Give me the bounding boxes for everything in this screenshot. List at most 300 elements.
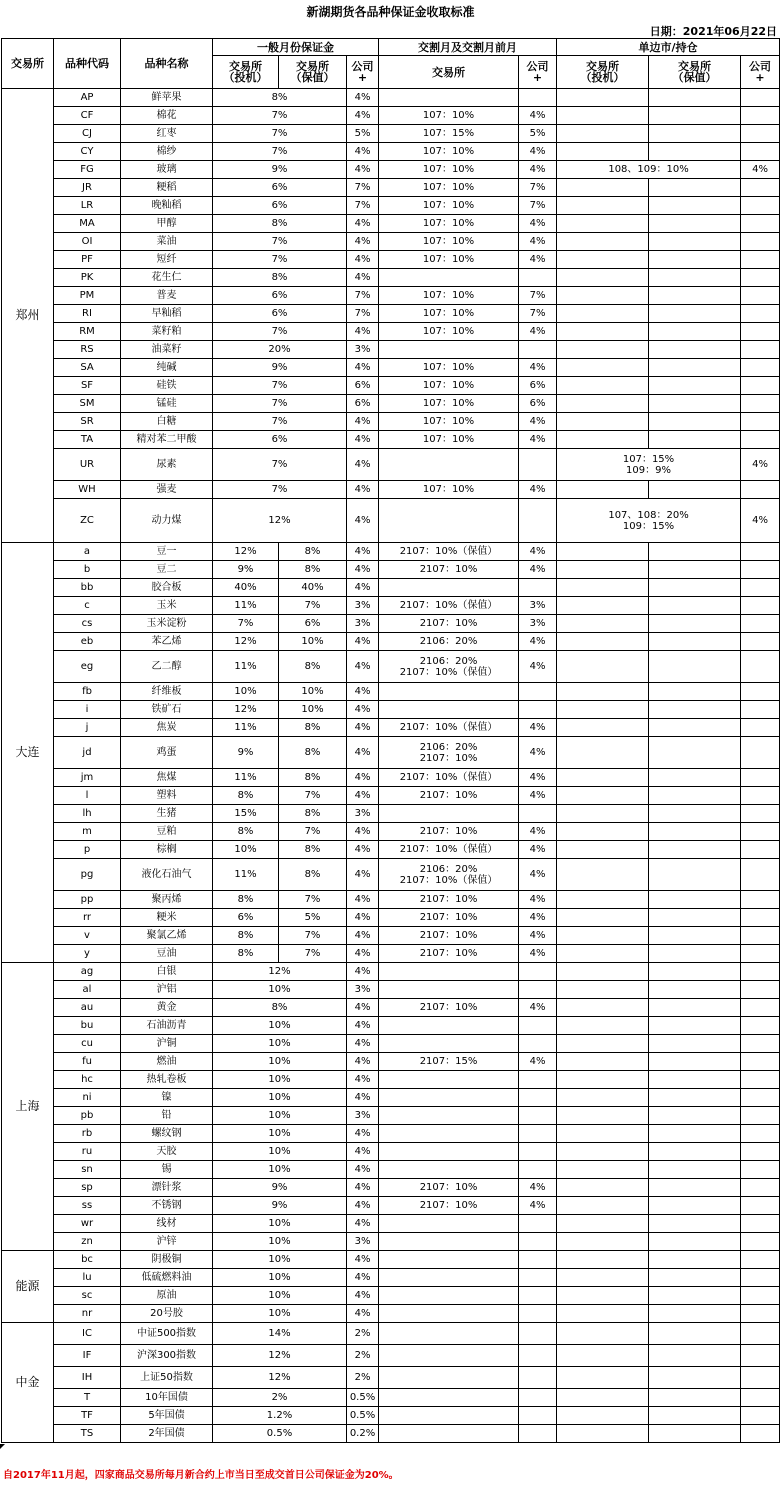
name-cell: 10年国债 — [121, 1389, 213, 1407]
sheet-corner-mark — [0, 1444, 5, 1449]
unilateral-company-cell — [741, 1143, 780, 1161]
general-exch-cell: 6% — [213, 431, 347, 449]
code-cell: lu — [54, 1269, 121, 1287]
unilateral-exch-spec-cell — [557, 1345, 649, 1367]
unilateral-company-cell — [741, 633, 780, 651]
general-exch-hedge-cell: 7% — [279, 927, 347, 945]
general-company-cell: 4% — [347, 1053, 379, 1071]
delivery-company-cell: 4% — [519, 891, 557, 909]
delivery-exch-cell: 2107：10%（保值） — [379, 769, 519, 787]
delivery-exch-cell — [379, 683, 519, 701]
table-row — [2, 927, 780, 945]
name-cell: 花生仁 — [121, 269, 213, 287]
delivery-exch-cell — [379, 963, 519, 981]
unilateral-exch-hedge-cell — [649, 179, 741, 197]
unilateral-exch-spec-cell — [557, 651, 649, 683]
unilateral-company-cell — [741, 251, 780, 269]
unilateral-exch-hedge-cell — [649, 769, 741, 787]
general-exch-cell: 9% — [213, 1179, 347, 1197]
delivery-company-cell: 4% — [519, 143, 557, 161]
general-company-cell: 7% — [347, 305, 379, 323]
general-company-cell: 4% — [347, 909, 379, 927]
delivery-exch-cell — [379, 1323, 519, 1345]
delivery-exch-cell — [379, 1305, 519, 1323]
unilateral-exch-hedge-cell — [649, 1053, 741, 1071]
delivery-exch-cell: 107：10% — [379, 359, 519, 377]
unilateral-exch-hedge-cell — [649, 859, 741, 891]
table-row — [2, 287, 780, 305]
general-exch-hedge-cell: 8% — [279, 561, 347, 579]
code-cell: jm — [54, 769, 121, 787]
code-cell: TS — [54, 1425, 121, 1443]
delivery-company-cell: 6% — [519, 395, 557, 413]
delivery-company-cell — [519, 1367, 557, 1389]
unilateral-exch-spec-cell — [557, 287, 649, 305]
table-row — [2, 1017, 780, 1035]
general-exch-spec-cell: 7% — [213, 615, 279, 633]
code-cell: TA — [54, 431, 121, 449]
delivery-company-cell — [519, 1107, 557, 1125]
unilateral-company-cell — [741, 1197, 780, 1215]
unilateral-exch-cell: 108、109：10% — [557, 161, 741, 179]
table-row — [2, 1161, 780, 1179]
general-exch-cell: 8% — [213, 215, 347, 233]
table-row — [2, 859, 780, 891]
delivery-exch-cell: 2106：20% 2107：10% — [379, 737, 519, 769]
delivery-company-cell: 4% — [519, 1053, 557, 1071]
unilateral-exch-hedge-cell — [649, 841, 741, 859]
general-company-cell: 4% — [347, 859, 379, 891]
delivery-company-cell: 4% — [519, 107, 557, 125]
general-exch-cell: 7% — [213, 323, 347, 341]
unilateral-company-cell — [741, 823, 780, 841]
table-row — [2, 233, 780, 251]
name-cell: 苯乙烯 — [121, 633, 213, 651]
unilateral-exch-spec-cell — [557, 341, 649, 359]
general-company-cell: 4% — [347, 633, 379, 651]
general-exch-cell: 1.2% — [213, 1407, 347, 1425]
delivery-company-cell: 4% — [519, 769, 557, 787]
delivery-company-cell: 4% — [519, 431, 557, 449]
table-row — [2, 719, 780, 737]
table-row — [2, 769, 780, 787]
general-exch-spec-cell: 8% — [213, 927, 279, 945]
general-company-cell: 6% — [347, 395, 379, 413]
name-cell: 阴极铜 — [121, 1251, 213, 1269]
name-cell: 聚丙烯 — [121, 891, 213, 909]
unilateral-exch-hedge-cell — [649, 1161, 741, 1179]
delivery-exch-cell: 107：10% — [379, 197, 519, 215]
unilateral-exch-hedge-cell — [649, 107, 741, 125]
general-exch-cell: 7% — [213, 107, 347, 125]
unilateral-exch-spec-cell — [557, 197, 649, 215]
general-company-cell: 4% — [347, 543, 379, 561]
unilateral-exch-hedge-cell — [649, 1179, 741, 1197]
unilateral-exch-spec-cell — [557, 927, 649, 945]
general-exch-cell: 10% — [213, 1269, 347, 1287]
general-company-cell: 4% — [347, 269, 379, 287]
unilateral-company-cell — [741, 1407, 780, 1425]
delivery-exch-cell — [379, 1017, 519, 1035]
general-exch-spec-cell: 6% — [213, 909, 279, 927]
table-row — [2, 701, 780, 719]
unilateral-exch-cell: 107、108：20% 109：15% — [557, 499, 741, 543]
unilateral-company-cell — [741, 107, 780, 125]
delivery-exch-cell: 2107：10% — [379, 1179, 519, 1197]
unilateral-exch-spec-cell — [557, 981, 649, 999]
unilateral-exch-hedge-cell — [649, 787, 741, 805]
header-code: 品种代码 — [54, 39, 121, 89]
unilateral-company-cell — [741, 805, 780, 823]
unilateral-company-cell — [741, 305, 780, 323]
code-cell: LR — [54, 197, 121, 215]
unilateral-exch-hedge-cell — [649, 323, 741, 341]
general-company-cell: 4% — [347, 449, 379, 481]
name-cell: 早籼稻 — [121, 305, 213, 323]
code-cell: l — [54, 787, 121, 805]
table-row — [2, 431, 780, 449]
code-cell: v — [54, 927, 121, 945]
general-exch-hedge-cell: 7% — [279, 823, 347, 841]
table-row — [2, 561, 780, 579]
unilateral-company-cell — [741, 1269, 780, 1287]
general-exch-hedge-cell: 8% — [279, 543, 347, 561]
general-company-cell: 4% — [347, 891, 379, 909]
code-cell: SF — [54, 377, 121, 395]
name-cell: 沪铜 — [121, 1035, 213, 1053]
delivery-company-cell: 3% — [519, 615, 557, 633]
delivery-exch-cell: 107：15% — [379, 125, 519, 143]
name-cell: 热轧卷板 — [121, 1071, 213, 1089]
delivery-company-cell: 4% — [519, 999, 557, 1017]
unilateral-company-cell — [741, 323, 780, 341]
name-cell: 粳米 — [121, 909, 213, 927]
unilateral-company-cell — [741, 651, 780, 683]
general-company-cell: 4% — [347, 107, 379, 125]
unilateral-exch-hedge-cell — [649, 481, 741, 499]
delivery-exch-cell — [379, 1407, 519, 1425]
table-row — [2, 341, 780, 359]
code-cell: wr — [54, 1215, 121, 1233]
delivery-company-cell: 4% — [519, 323, 557, 341]
table-row — [2, 481, 780, 499]
delivery-company-cell — [519, 683, 557, 701]
general-exch-spec-cell: 10% — [213, 683, 279, 701]
header-general-exch-hedge: 交易所 （保值） — [279, 56, 347, 89]
table-row — [2, 1143, 780, 1161]
unilateral-exch-hedge-cell — [649, 125, 741, 143]
unilateral-exch-hedge-cell — [649, 981, 741, 999]
delivery-exch-cell: 2107：10% — [379, 927, 519, 945]
unilateral-company-cell — [741, 1233, 780, 1251]
delivery-company-cell: 4% — [519, 561, 557, 579]
code-cell: sn — [54, 1161, 121, 1179]
header-general-exch-spec: 交易所 （投机） — [213, 56, 279, 89]
delivery-exch-cell: 107：10% — [379, 107, 519, 125]
unilateral-exch-hedge-cell — [649, 737, 741, 769]
table-row — [2, 1323, 780, 1345]
general-company-cell: 4% — [347, 1143, 379, 1161]
table-row — [2, 543, 780, 561]
general-exch-cell: 6% — [213, 305, 347, 323]
table-row — [2, 1053, 780, 1071]
code-cell: IC — [54, 1323, 121, 1345]
table-row — [2, 161, 780, 179]
delivery-exch-cell — [379, 1143, 519, 1161]
delivery-company-cell — [519, 1089, 557, 1107]
code-cell: fb — [54, 683, 121, 701]
table-row — [2, 449, 780, 481]
general-company-cell: 4% — [347, 1269, 379, 1287]
code-cell: RS — [54, 341, 121, 359]
delivery-exch-cell: 107：10% — [379, 233, 519, 251]
general-company-cell: 4% — [347, 233, 379, 251]
delivery-company-cell: 7% — [519, 179, 557, 197]
general-exch-hedge-cell: 8% — [279, 769, 347, 787]
general-exch-hedge-cell: 8% — [279, 805, 347, 823]
unilateral-company-cell — [741, 981, 780, 999]
general-company-cell: 4% — [347, 823, 379, 841]
general-company-cell: 4% — [347, 999, 379, 1017]
delivery-exch-cell: 107：10% — [379, 287, 519, 305]
unilateral-company-cell — [741, 1345, 780, 1367]
table-row — [2, 125, 780, 143]
delivery-company-cell: 4% — [519, 927, 557, 945]
general-company-cell: 4% — [347, 841, 379, 859]
general-company-cell: 4% — [347, 1179, 379, 1197]
table-row — [2, 787, 780, 805]
delivery-company-cell: 3% — [519, 597, 557, 615]
general-exch-cell: 14% — [213, 1323, 347, 1345]
code-cell: fu — [54, 1053, 121, 1071]
general-exch-spec-cell: 11% — [213, 651, 279, 683]
table-row — [2, 413, 780, 431]
code-cell: ZC — [54, 499, 121, 543]
general-exch-cell: 7% — [213, 125, 347, 143]
delivery-company-cell: 4% — [519, 161, 557, 179]
unilateral-exch-spec-cell — [557, 543, 649, 561]
unilateral-company-cell — [741, 143, 780, 161]
code-cell: cu — [54, 1035, 121, 1053]
general-company-cell: 4% — [347, 359, 379, 377]
name-cell: 螺纹钢 — [121, 1125, 213, 1143]
unilateral-exch-hedge-cell — [649, 251, 741, 269]
code-cell: zn — [54, 1233, 121, 1251]
name-cell: 天胶 — [121, 1143, 213, 1161]
table-row — [2, 1233, 780, 1251]
name-cell: 焦煤 — [121, 769, 213, 787]
code-cell: CY — [54, 143, 121, 161]
code-cell: RI — [54, 305, 121, 323]
name-cell: 白糖 — [121, 413, 213, 431]
general-exch-cell: 10% — [213, 1143, 347, 1161]
table-row — [2, 823, 780, 841]
general-exch-spec-cell: 8% — [213, 891, 279, 909]
general-exch-spec-cell: 11% — [213, 597, 279, 615]
delivery-exch-cell: 107：10% — [379, 395, 519, 413]
unilateral-exch-hedge-cell — [649, 999, 741, 1017]
code-cell: a — [54, 543, 121, 561]
unilateral-company-cell — [741, 787, 780, 805]
general-exch-cell: 7% — [213, 395, 347, 413]
delivery-company-cell — [519, 89, 557, 107]
code-cell: j — [54, 719, 121, 737]
code-cell: sc — [54, 1287, 121, 1305]
unilateral-company-cell — [741, 1287, 780, 1305]
delivery-company-cell — [519, 1323, 557, 1345]
unilateral-exch-spec-cell — [557, 269, 649, 287]
delivery-company-cell: 4% — [519, 633, 557, 651]
delivery-exch-cell: 2107：10% — [379, 787, 519, 805]
general-exch-spec-cell: 40% — [213, 579, 279, 597]
unilateral-company-cell: 4% — [741, 499, 780, 543]
unilateral-exch-hedge-cell — [649, 1305, 741, 1323]
general-company-cell: 4% — [347, 215, 379, 233]
name-cell: 液化石油气 — [121, 859, 213, 891]
header-name: 品种名称 — [121, 39, 213, 89]
unilateral-exch-spec-cell — [557, 1161, 649, 1179]
exchange-cell: 郑州 — [2, 89, 54, 543]
delivery-exch-cell — [379, 1089, 519, 1107]
table-row — [2, 1035, 780, 1053]
general-company-cell: 3% — [347, 1233, 379, 1251]
code-cell: MA — [54, 215, 121, 233]
unilateral-exch-hedge-cell — [649, 543, 741, 561]
header-unilateral: 单边市/持仓 — [557, 39, 780, 56]
unilateral-exch-spec-cell — [557, 1035, 649, 1053]
unilateral-company-cell — [741, 737, 780, 769]
delivery-company-cell: 4% — [519, 543, 557, 561]
general-exch-hedge-cell: 10% — [279, 633, 347, 651]
general-exch-hedge-cell: 8% — [279, 841, 347, 859]
table-row — [2, 89, 780, 107]
name-cell: 沪锌 — [121, 1233, 213, 1251]
delivery-exch-cell — [379, 1161, 519, 1179]
unilateral-company-cell — [741, 683, 780, 701]
name-cell: 玉米 — [121, 597, 213, 615]
table-row — [2, 107, 780, 125]
general-company-cell: 4% — [347, 769, 379, 787]
delivery-exch-cell — [379, 269, 519, 287]
unilateral-company-cell — [741, 413, 780, 431]
delivery-exch-cell — [379, 1035, 519, 1053]
unilateral-exch-hedge-cell — [649, 1035, 741, 1053]
code-cell: pg — [54, 859, 121, 891]
unilateral-company-cell — [741, 1035, 780, 1053]
general-exch-cell: 10% — [213, 1215, 347, 1233]
delivery-exch-cell — [379, 1251, 519, 1269]
general-company-cell: 4% — [347, 323, 379, 341]
unilateral-exch-hedge-cell — [649, 1367, 741, 1389]
code-cell: bu — [54, 1017, 121, 1035]
general-exch-spec-cell: 9% — [213, 737, 279, 769]
general-company-cell: 4% — [347, 1017, 379, 1035]
unilateral-exch-hedge-cell — [649, 1071, 741, 1089]
general-exch-cell: 10% — [213, 1125, 347, 1143]
unilateral-company-cell — [741, 1425, 780, 1443]
unilateral-company-cell — [741, 945, 780, 963]
code-cell: sp — [54, 1179, 121, 1197]
code-cell: CF — [54, 107, 121, 125]
delivery-company-cell: 4% — [519, 823, 557, 841]
general-exch-cell: 9% — [213, 1197, 347, 1215]
unilateral-company-cell — [741, 1305, 780, 1323]
delivery-exch-cell: 2106：20% — [379, 633, 519, 651]
code-cell: JR — [54, 179, 121, 197]
delivery-company-cell: 4% — [519, 945, 557, 963]
header-general: 一般月份保证金 — [213, 39, 379, 56]
delivery-exch-cell: 107：10% — [379, 251, 519, 269]
general-company-cell: 4% — [347, 787, 379, 805]
general-company-cell: 4% — [347, 1197, 379, 1215]
unilateral-exch-hedge-cell — [649, 927, 741, 945]
delivery-exch-cell: 2107：10% — [379, 615, 519, 633]
code-cell: i — [54, 701, 121, 719]
code-cell: SR — [54, 413, 121, 431]
general-company-cell: 4% — [347, 651, 379, 683]
unilateral-exch-spec-cell — [557, 233, 649, 251]
name-cell: 黄金 — [121, 999, 213, 1017]
general-exch-cell: 10% — [213, 1071, 347, 1089]
delivery-company-cell: 7% — [519, 287, 557, 305]
general-company-cell: 4% — [347, 561, 379, 579]
delivery-company-cell: 4% — [519, 1179, 557, 1197]
report-date: 日期：2021年06月22日 — [649, 25, 777, 38]
code-cell: bb — [54, 579, 121, 597]
name-cell: 铁矿石 — [121, 701, 213, 719]
general-company-cell: 4% — [347, 161, 379, 179]
delivery-company-cell — [519, 1143, 557, 1161]
name-cell: 纯碱 — [121, 359, 213, 377]
general-exch-hedge-cell: 8% — [279, 737, 347, 769]
general-exch-cell: 6% — [213, 287, 347, 305]
unilateral-exch-spec-cell — [557, 1425, 649, 1443]
unilateral-exch-spec-cell — [557, 615, 649, 633]
name-cell: 粳稻 — [121, 179, 213, 197]
general-company-cell: 3% — [347, 341, 379, 359]
general-exch-cell: 7% — [213, 449, 347, 481]
name-cell: 红枣 — [121, 125, 213, 143]
code-cell: PM — [54, 287, 121, 305]
delivery-exch-cell: 2107：10%（保值） — [379, 597, 519, 615]
table-row — [2, 377, 780, 395]
code-cell: b — [54, 561, 121, 579]
table-row — [2, 1389, 780, 1407]
table-row — [2, 1089, 780, 1107]
delivery-company-cell: 4% — [519, 481, 557, 499]
unilateral-exch-spec-cell — [557, 1305, 649, 1323]
general-exch-hedge-cell: 7% — [279, 597, 347, 615]
table-row — [2, 323, 780, 341]
name-cell: 豆粕 — [121, 823, 213, 841]
header-delivery-exch: 交易所 — [379, 56, 519, 89]
unilateral-exch-spec-cell — [557, 1251, 649, 1269]
unilateral-exch-hedge-cell — [649, 1197, 741, 1215]
code-cell: FG — [54, 161, 121, 179]
header-unilateral-company: 公司 + — [741, 56, 780, 89]
general-exch-spec-cell: 15% — [213, 805, 279, 823]
general-company-cell: 4% — [347, 1305, 379, 1323]
name-cell: 油菜籽 — [121, 341, 213, 359]
name-cell: 镍 — [121, 1089, 213, 1107]
general-exch-cell: 10% — [213, 1053, 347, 1071]
unilateral-exch-spec-cell — [557, 963, 649, 981]
unilateral-exch-spec-cell — [557, 107, 649, 125]
delivery-exch-cell — [379, 701, 519, 719]
unilateral-company-cell: 4% — [741, 161, 780, 179]
general-exch-cell: 10% — [213, 1017, 347, 1035]
name-cell: 精对苯二甲酸 — [121, 431, 213, 449]
